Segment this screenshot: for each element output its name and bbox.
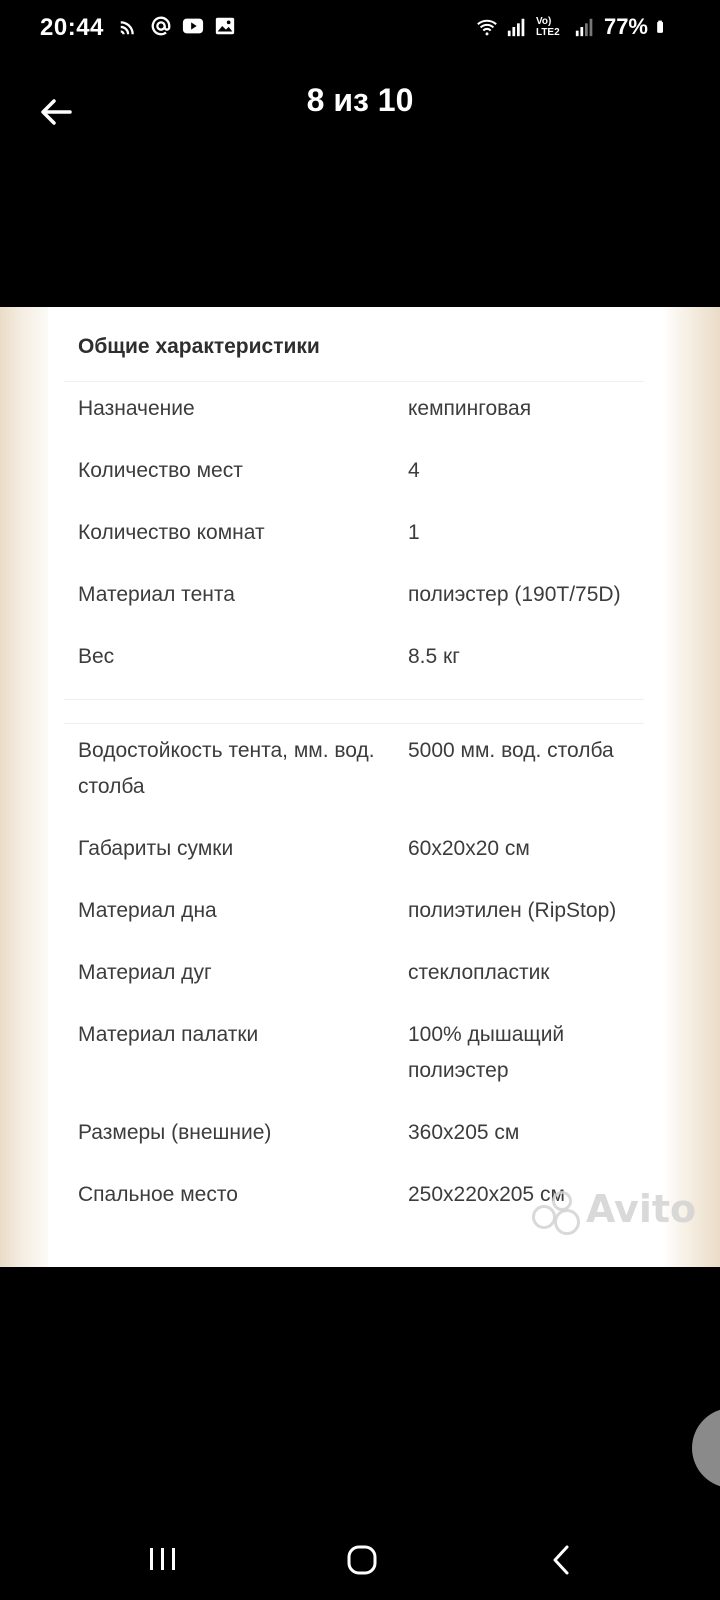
- spec-key: Назначение: [78, 397, 195, 420]
- image-counter: 8 из 10: [306, 82, 414, 118]
- signal-icon: [506, 16, 528, 38]
- spec-key: Количество мест: [78, 459, 243, 482]
- spec-key: Материал тента: [78, 583, 235, 606]
- divider: [64, 723, 644, 724]
- spec-key: Количество комнат: [78, 521, 265, 544]
- spec-key: Вес: [78, 645, 115, 668]
- signal-icon-2: [574, 16, 596, 38]
- nav-back-icon[interactable]: [537, 1540, 587, 1580]
- battery-percent: 77%: [603, 14, 648, 39]
- spec-value: кемпинговая: [408, 397, 532, 420]
- avito-watermark: [530, 1187, 696, 1231]
- spec-key: Водостойкость тента, мм. вод. столба: [78, 739, 375, 798]
- spec-value: полиэстер (190T/75D): [408, 583, 621, 606]
- gallery-icon: [214, 15, 236, 37]
- watermark-text: Avito: [586, 1187, 697, 1231]
- spec-value: 100% дышащий полиэстер: [408, 1023, 565, 1082]
- wifi-icon: [476, 16, 498, 38]
- youtube-icon: [182, 15, 204, 37]
- spec-value: стеклопластик: [408, 961, 550, 984]
- status-time: 20:44: [40, 14, 104, 41]
- spec-value: 8.5 кг: [408, 645, 460, 668]
- spec-value: 360x205 см: [408, 1121, 520, 1144]
- spec-value: 60x20x20 см: [408, 837, 530, 860]
- spec-key: Габариты сумки: [78, 837, 234, 860]
- status-bar: [0, 0, 720, 60]
- spec-value: 4: [408, 459, 420, 482]
- spec-key: Материал палатки: [78, 1023, 259, 1046]
- specs-card: [48, 307, 660, 1267]
- spec-key: Материал дна: [78, 899, 217, 922]
- status-right-icons: [476, 14, 670, 40]
- at-sign-icon: [150, 15, 172, 37]
- spec-key: Материал дуг: [78, 961, 212, 984]
- cast-icon: [118, 15, 140, 37]
- divider: [64, 381, 644, 382]
- spec-value: 5000 мм. вод. столба: [408, 739, 614, 762]
- floating-action-button[interactable]: [692, 1408, 720, 1488]
- viewer-header: [0, 60, 720, 150]
- battery-icon: [656, 16, 670, 38]
- system-nav-bar: [0, 1520, 720, 1600]
- spec-value: 250x220x205 см: [408, 1183, 565, 1206]
- home-icon[interactable]: [337, 1540, 387, 1580]
- volte-label: Vo) LTE2: [535, 16, 560, 38]
- spec-value: 1: [408, 521, 420, 544]
- photo-image[interactable]: [0, 307, 720, 1267]
- section-title: Общие характеристики: [78, 335, 320, 358]
- spec-value: полиэтилен (RipStop): [408, 899, 617, 922]
- status-left-icons: [118, 15, 236, 37]
- recent-apps-icon[interactable]: [137, 1540, 187, 1580]
- spec-key: Спальное место: [78, 1183, 238, 1206]
- divider: [64, 699, 644, 700]
- spec-key: Размеры (внешние): [78, 1121, 272, 1144]
- avito-logo-icon: [530, 1187, 580, 1231]
